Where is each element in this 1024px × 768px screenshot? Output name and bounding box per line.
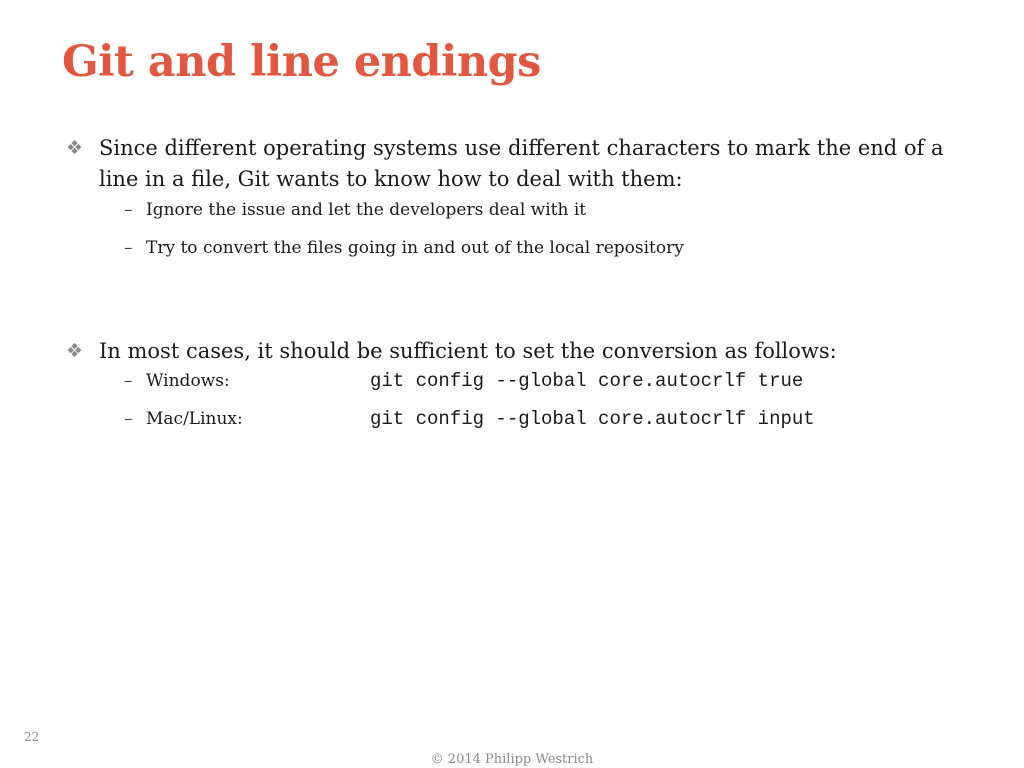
os-label: Windows: [146,371,230,391]
git-config-command: git config --global core.autocrlf true [370,370,804,392]
footer-copyright: © 2014 Philipp Westrich [430,752,594,767]
bullet-line-endings-intro [66,133,956,276]
sub-item-mac-linux [124,408,956,446]
sub-item-text: Ignore the issue and let the developers deal with it [146,200,587,220]
sub-item-text: Try to convert the files going in and out of the local repository [146,238,684,258]
diamond-bullet-icon: ❖ [66,340,84,362]
diamond-bullet-icon: ❖ [66,137,84,159]
sub-item-windows [124,370,956,408]
sub-list [66,200,956,276]
dash-bullet-icon: – [124,200,133,220]
page-number: 22 [24,730,40,744]
bullet-main [66,133,956,195]
dash-bullet-icon: – [124,409,133,429]
slide-title: Git and line endings [62,37,541,87]
dash-bullet-icon: – [124,371,133,391]
sub-item-convert [124,238,956,276]
git-config-command: git config --global core.autocrlf input [370,408,815,430]
os-label: Mac/Linux: [146,409,243,429]
sub-item-ignore [124,200,956,238]
bullet-text: Since different operating systems use different characters to mark the end of a line in a file, Git wants to know how to deal with them: [99,136,944,191]
bullet-main [66,336,956,367]
bullet-conversion-settings [66,336,956,446]
dash-bullet-icon: – [124,238,133,258]
bullet-text: In most cases, it should be sufficient to set the conversion as follows: [99,339,837,363]
sub-list [66,370,956,446]
